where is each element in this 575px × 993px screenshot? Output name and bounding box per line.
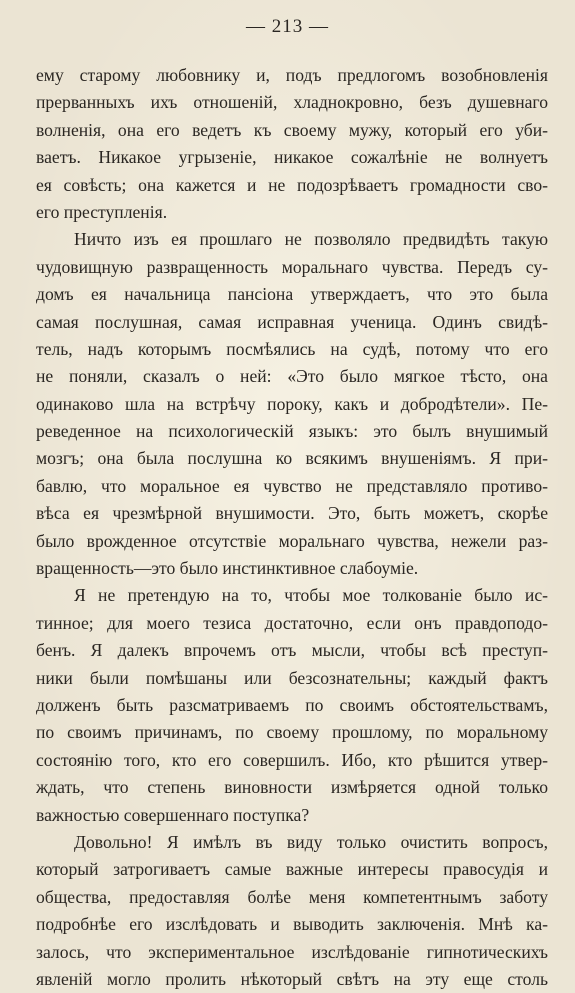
text-line: ники были помѣшаны или безсознательны; каждый фактъ bbox=[36, 667, 548, 688]
text-line: тель, надъ которымъ посмѣялись на судѣ, потому что его bbox=[36, 338, 548, 359]
text-line: ваетъ. Никакое угрызеніе, никакое сожалѣніе не волнуетъ bbox=[36, 147, 548, 168]
text-line: Я не претендую на то, чтобы мое толкованіе было ис- bbox=[74, 585, 548, 606]
text-line: волненія, она его ведетъ къ своему мужу, который его уби- bbox=[36, 119, 548, 140]
text-line: который затрогиваетъ самые важные интересы правосудія и bbox=[36, 859, 548, 880]
text-line: долженъ быть разсматриваемъ по своимъ обстоятельствамъ, bbox=[36, 694, 548, 715]
text-line: тинное; для моего тезиса достаточно, если онъ правдоподо- bbox=[36, 612, 548, 633]
text-line: одинаково шла на встрѣчу пороку, какъ и добродѣтели». Пе- bbox=[36, 393, 548, 414]
text-line: залось, что экспериментальное изслѣдованіе гипнотическихъ bbox=[36, 941, 548, 962]
text-line: бавлю, что моральное ея чувство не представляло противо- bbox=[36, 475, 548, 496]
text-line: вѣса ея чрезмѣрной внушимости. Это, быть можетъ, скорѣе bbox=[36, 503, 548, 524]
text-line: прерванныхъ ихъ отношеній, хладнокровно, безъ душевнаго bbox=[36, 92, 548, 113]
page-number: — 213 — bbox=[246, 16, 329, 37]
text-line: домъ ея начальница пансіона утверждаетъ, что это была bbox=[36, 284, 548, 305]
text-line: общества, предоставляя болѣе меня компетентнымъ заботу bbox=[36, 886, 548, 907]
text-line: реведенное на психологическій языкъ: это былъ внушимый bbox=[36, 421, 548, 442]
text-line: бенъ. Я далекъ впрочемъ отъ мысли, чтобы всѣ преступ- bbox=[36, 640, 548, 661]
text-line: ему старому любовнику и, подъ предлогомъ возобновленія bbox=[36, 65, 548, 85]
text-line: ждать, что степень виновности измѣряется одной только bbox=[36, 777, 548, 798]
text-line: его преступленія. bbox=[36, 201, 168, 222]
text-line: по своимъ причинамъ, по своему прошлому, по моральному bbox=[36, 722, 548, 743]
text-line: подробнѣе его изслѣдовать и выводить заключенія. Мнѣ ка- bbox=[36, 914, 548, 935]
text-line: самая послушная, самая исправная ученица. Одинъ свидѣ- bbox=[36, 311, 548, 332]
text-line: явленій могло пролить нѣкоторый свѣтъ на эту еще столь bbox=[36, 968, 548, 989]
body-text bbox=[36, 62, 548, 993]
text-line: состоянію того, кто его совершилъ. Ибо, кто рѣшится утвер- bbox=[36, 749, 548, 770]
text-line: не поняли, сказалъ о ней: «Это было мягкое тѣсто, она bbox=[36, 366, 548, 387]
text-line: Довольно! Я имѣлъ въ виду только очистить вопросъ, bbox=[74, 831, 548, 852]
text-line: мозгъ; она была послушна ко всякимъ внушеніямъ. Я при- bbox=[36, 448, 548, 469]
text-line: было врожденное отсутствіе моральнаго чувства, нежели раз- bbox=[36, 530, 548, 551]
text-line: Ничто изъ ея прошлаго не позволяло предвидѣть такую bbox=[74, 229, 548, 250]
text-line: вращенность—это было инстинктивное слабоуміе. bbox=[36, 558, 419, 579]
text-line: ея совѣсть; она кажется и не подозрѣваетъ громадности сво- bbox=[36, 174, 548, 195]
text-line: важностью совершеннаго поступка? bbox=[36, 804, 310, 825]
text-line: чудовищную развращенность моральнаго чувства. Передъ су- bbox=[36, 256, 548, 277]
